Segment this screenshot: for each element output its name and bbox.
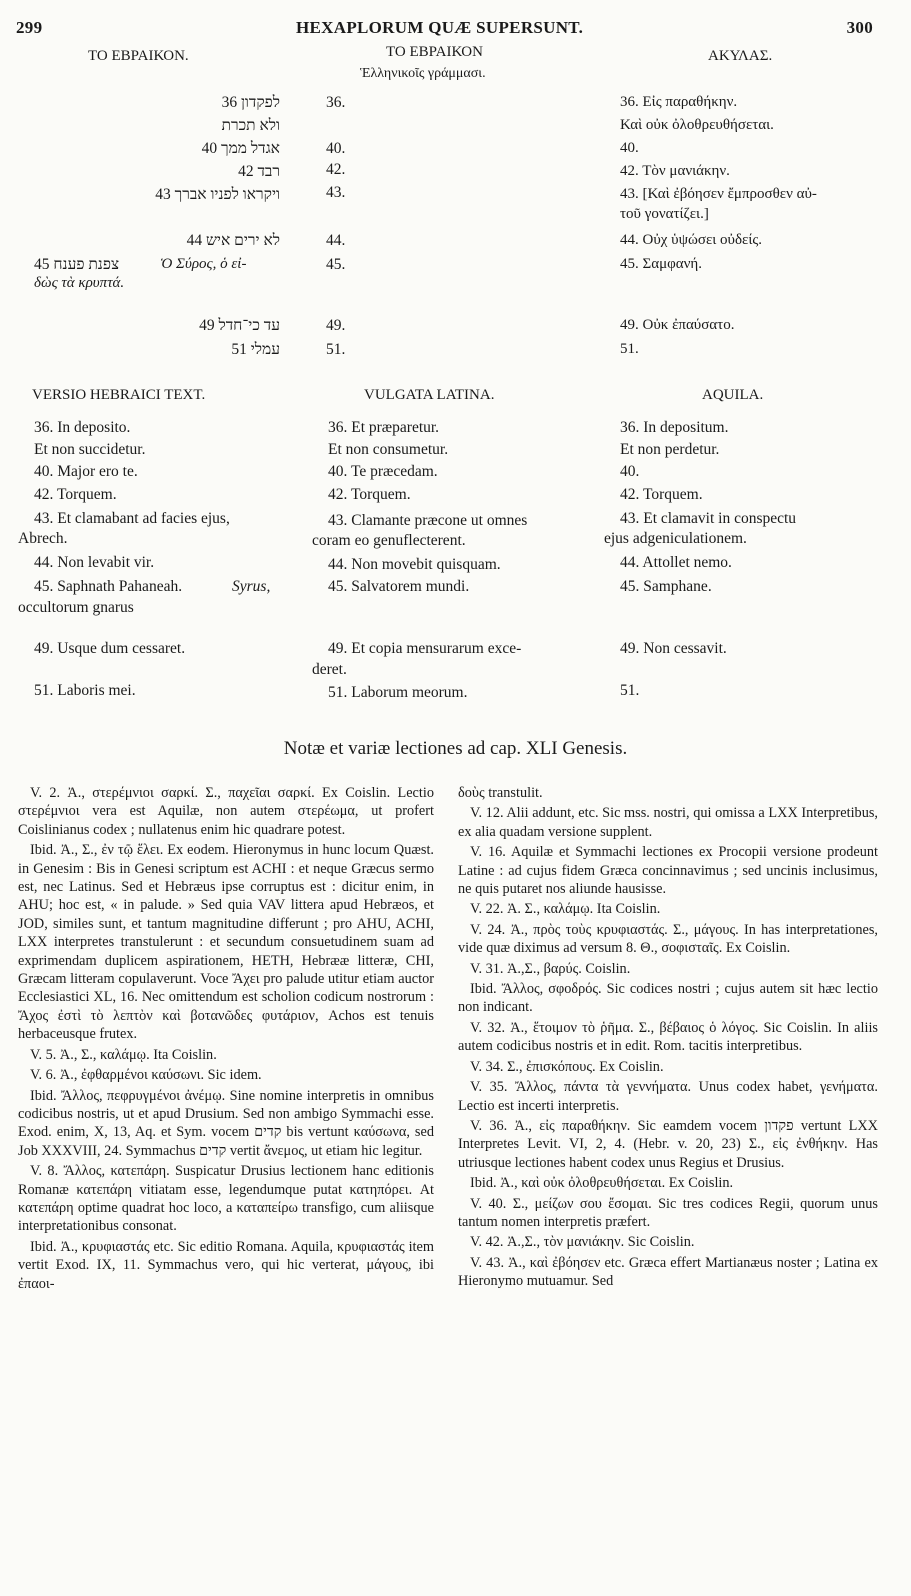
versio-line: occultorum gnarus bbox=[18, 599, 134, 616]
hebrew-column-heading: ΤΟ ΕΒΡΑΙΚΟΝ. bbox=[88, 48, 189, 64]
versio-line: Et non succidetur. bbox=[34, 441, 146, 458]
verse-number: 42. bbox=[326, 161, 346, 178]
vulgata-line: 43. Clamante præcone ut omnes bbox=[328, 512, 528, 529]
hebrew-line: ויקראו לפניו אברך 43 bbox=[155, 186, 280, 203]
aquila-latin-heading: AQUILA. bbox=[702, 387, 764, 403]
note-paragraph: V. 12. Alii addunt, etc. Sic mss. nostri, qui omissa a LXX Interpretibus, ex alia quadam versione supplent. bbox=[458, 805, 878, 840]
aquila-latin-line: ejus adgeniculationem. bbox=[604, 530, 747, 547]
aquila-greek-line: τοῦ γονατίζει.] bbox=[620, 206, 709, 222]
hebrew-line: לפקדון 36 bbox=[221, 94, 280, 111]
syrus-note: Ὁ Σύρος, ὁ εἰ- bbox=[160, 256, 247, 272]
page-number-left: 299 bbox=[16, 18, 43, 37]
hebrew-line-45: צפנת פענח 45 bbox=[34, 256, 120, 273]
aquila-latin-line: 51. bbox=[620, 682, 640, 699]
hebrew-line: אגדל ממך 40 bbox=[201, 140, 280, 157]
note-paragraph: V. 34. Σ., ἐπισκόπους. Ex Coislin. bbox=[470, 1058, 664, 1075]
note-paragraph: V. 6. Ἀ., ἐφθαρμένοι καύσωνι. Sic idem. bbox=[30, 1067, 262, 1084]
aquila-latin-line: 40. bbox=[620, 463, 640, 480]
aquila-latin-line: 45. Samphane. bbox=[620, 578, 712, 595]
vulgata-line: coram eo genuflecterent. bbox=[312, 532, 466, 549]
versio-line: 51. Laboris mei. bbox=[34, 682, 136, 699]
syrus-note-continued: δὼς τὰ κρυπτά. bbox=[34, 275, 125, 291]
vulgata-line: 42. Torquem. bbox=[328, 486, 411, 503]
note-paragraph: Ibid. Ἄλλος, σφοδρός. Sic codices nostri ; cujus autem sit hæc lectio non indicant. bbox=[458, 981, 878, 1016]
vulgata-line: 40. Te præcedam. bbox=[328, 463, 438, 480]
versio-hebraici-heading: VERSIO HEBRAICI TEXT. bbox=[32, 387, 206, 403]
note-paragraph: Ibid. Ἄλλος, πεφρυγμένοι ἀνέμῳ. Sine nomine interpretis in omnibus codicibus nostris, ut et apud Drusium. Sed non ambigo Symmachi esse. Exod. enim, X, 13, Aq. et Sym. vocem קדים bis vertunt καύσωνα, sed Job XXXVIII, 24. Symmachus קדים vertit ἄνεμος, ut etiam hic legitur. bbox=[18, 1087, 434, 1159]
aquila-greek-line: 36. Εἰς παραθήκην. bbox=[620, 94, 738, 110]
verse-number: 40. bbox=[326, 140, 346, 157]
note-paragraph: Ibid. Ἀ., Σ., ἐν τῷ ἕλει. Ex eodem. Hieronymus in hunc locum Quæst. in Genesim : Bis in Genesi scriptum est ACHI : et neque Græcus sermo est, nec Latinus. Sed et Hebræus ipse corruptus est : dicitur enim, in AHU; hoc est, « in palude. » Sed quia VAV littera apud Hebræos, et JOD, similes sunt, et tantum magnitudine differunt ; pro AHU, ACHI, LXX interpretes transtulerunt : et secundum consuetudinem suam ad exprimendam duplicem aspirationem, HETH, Hebrææ litteræ, CHI, Græcam litteram copulaverunt. Voce Ἄχει pro palude utitur etiam auctor Ecclesiastici XL, 16. Nec omittendum est scholion codicum nostrorum : Ἄχος ἐστὶ τὸ λεπτὸν καὶ βοτανῶδες φυτάριον, Achos est tenuis herbaceusque frutex. bbox=[18, 842, 434, 1043]
hebrew-line: לא ירים איש 44 bbox=[186, 232, 280, 249]
aquila-latin-line: 44. Attollet nemo. bbox=[620, 554, 732, 571]
hebrew-greek-letters-heading: ΤΟ ΕΒΡΑΙΚΟΝ bbox=[386, 44, 483, 60]
verse-number: 36. bbox=[326, 94, 346, 111]
note-paragraph: V. 5. Ἀ., Σ., καλάμῳ. Ita Coislin. bbox=[30, 1046, 217, 1063]
aquila-greek-line: 40. bbox=[620, 140, 639, 156]
note-paragraph: V. 8. Ἄλλος, κατεπάρη. Suspicatur Drusius lectionem hanc editionis Romanæ κατεπάρη vitiatam esse, legendumque putat κατηπόρει. At κατεπάρη optime quadrat hoc loco, a καταπείρω transfigo, cum aliisque interpretationibus consonat. bbox=[18, 1163, 434, 1235]
hebrew-column bbox=[140, 0, 280, 370]
versio-line: 49. Usque dum cessaret. bbox=[34, 640, 186, 657]
vulgata-line: 49. Et copia mensurarum exce- bbox=[328, 640, 522, 657]
aquila-latin-line: 49. Non cessavit. bbox=[620, 640, 727, 657]
verse-number: 51. bbox=[326, 341, 346, 358]
versio-line: 42. Torquem. bbox=[34, 486, 117, 503]
note-paragraph: V. 40. Σ., μείζων σου ἔσομαι. Sic tres codices Regii, quorum unus tantum nomen interpretis præfert. bbox=[458, 1195, 878, 1230]
aquila-greek-line: 49. Οὐκ ἐπαύσατο. bbox=[620, 317, 735, 333]
aquila-greek-line: 42. Τὸν μανιάκην. bbox=[620, 163, 730, 179]
note-paragraph: Ibid. Ἀ., κρυφιαστάς etc. Sic editio Romana. Aquila, κρυφιαστάς item vertit Exod. IX, 11. Symmachus vero, qui hic verterat, μάγους, ibi ἐπαοι- bbox=[18, 1238, 434, 1292]
notes-right-column bbox=[458, 784, 878, 1293]
note-paragraph: V. 2. Ἀ., στερέμνιοι σαρκί. Σ., παχεῖαι σαρκί. Ex Coislin. Lectio στερέμνιοι vera est Aquilæ, non autem στερέωμα, ut profert Coislinianus codex ; nullatenus enim hic quadrare potest. bbox=[18, 785, 434, 838]
note-paragraph: V. 42. Ἀ.,Σ., τὸν μανιάκην. Sic Coislin. bbox=[470, 1234, 695, 1251]
vulgata-line: 44. Non movebit quisquam. bbox=[328, 556, 501, 573]
note-paragraph: V. 43. Ἀ., καὶ ἐβόησεν etc. Græca effert Martianæus noster ; Latina ex Hieronymo mutuamur. Sed bbox=[458, 1254, 878, 1290]
aquila-greek-line: 51. bbox=[620, 341, 639, 357]
vulgata-line: 51. Laborum meorum. bbox=[328, 684, 468, 701]
note-paragraph: V. 31. Ἀ.,Σ., βαρύς. Coislin. bbox=[470, 960, 631, 977]
note-paragraph: Ibid. Ἀ., καὶ οὐκ ὀλοθρευθήσεται. Ex Coislin. bbox=[470, 1175, 734, 1192]
aquila-greek-line: 44. Οὐχ ὑψώσει οὐδείς. bbox=[620, 232, 763, 248]
aquila-latin-line: Et non perdetur. bbox=[620, 441, 720, 458]
versio-line: 40. Major ero te. bbox=[34, 463, 138, 480]
note-paragraph: V. 22. Ἀ. Σ., καλάμῳ. Ita Coislin. bbox=[470, 901, 661, 918]
hebrew-line: עמלי 51 bbox=[231, 341, 280, 358]
versio-syrus: Syrus, bbox=[232, 578, 271, 595]
notes-left-column bbox=[18, 784, 434, 1295]
vulgata-line: deret. bbox=[312, 661, 347, 678]
hebrew-line: רבד 42 bbox=[238, 163, 280, 180]
hebrew-line: ולא תכרת bbox=[221, 117, 280, 134]
versio-line: 36. In deposito. bbox=[34, 419, 131, 436]
vulgata-line: Et non consumetur. bbox=[328, 441, 449, 458]
verse-number: 43. bbox=[326, 184, 346, 201]
versio-line: 43. Et clamabant ad facies ejus, bbox=[34, 510, 230, 527]
running-title: HEXAPLORUM QUÆ SUPERSUNT. bbox=[296, 18, 584, 37]
aquila-greek-line: 43. [Καὶ ἐβόησεν ἔμπροσθεν αὐ- bbox=[620, 186, 817, 202]
notes-title: Notæ et variæ lectiones ad cap. XLI Genesis. bbox=[283, 738, 628, 759]
versio-line: 44. Non levabit vir. bbox=[34, 554, 155, 571]
vulgata-latina-heading: VULGATA LATINA. bbox=[364, 387, 495, 403]
note-paragraph: V. 32. Ἀ., ἕτοιμον τὸ ῥῆμα. Σ., βέβαιος ὁ λόγος. Sic Coislin. In aliis autem codicibus nostris et in edit. Rom. tacitis interpretibus. bbox=[458, 1019, 878, 1055]
verse-number: 45. bbox=[326, 256, 346, 273]
aquila-latin-line: 36. In depositum. bbox=[620, 419, 729, 436]
verse-number: 49. bbox=[326, 317, 346, 334]
vulgata-line: 36. Et præparetur. bbox=[328, 419, 440, 436]
note-paragraph: δοὺς transtulit. bbox=[458, 785, 543, 801]
verse-number: 44. bbox=[326, 232, 346, 249]
aquila-greek-line: Καὶ οὐκ ὀλοθρευθήσεται. bbox=[620, 117, 774, 133]
aquila-greek-heading: ΑΚΥΛΑΣ. bbox=[708, 48, 773, 64]
hebrew-line: עד כי־חדל 49 bbox=[199, 317, 280, 334]
note-paragraph: V. 16. Aquilæ et Symmachi lectiones ex Procopii versione prodeunt Latine : ad cujus fidem Græca concinnavimus ; sed uncinis inclusimus, ne quis putaret nos aliunde hausisse. bbox=[458, 844, 878, 898]
versio-line: 45. Saphnath Pahaneah. bbox=[34, 578, 183, 595]
page-number-right: 300 bbox=[846, 18, 873, 37]
note-paragraph: V. 24. Ἀ., πρὸς τοὺς κρυφιαστάς. Σ., μάγους. In has interpretationes, vide quæ diximus ad versum 8. Θ., σοφισταῖς. Ex Coislin. bbox=[458, 921, 878, 957]
versio-line: Abrech. bbox=[18, 530, 68, 547]
note-paragraph: V. 35. Ἄλλος, πάντα τὰ γεννήματα. Unus codex habet, γενήματα. Lectio est incerti interpretis. bbox=[458, 1079, 878, 1114]
vulgata-line: 45. Salvatorem mundi. bbox=[328, 578, 470, 595]
hebrew-greek-letters-subheading: Ἑλληνικοῖς γράμμασι. bbox=[360, 66, 486, 81]
note-paragraph: V. 36. Ἀ., εἰς παραθήκην. Sic eamdem vocem פקדון vertunt LXX Interpretes Levit. VI, 2, 4. (Hebr. v. 20, 23) Σ., εἰς ἐνθήκην. Has utriusque lectiones habent codex unus Regius et Drusius. bbox=[458, 1117, 878, 1171]
aquila-latin-line: 43. Et clamavit in conspectu bbox=[620, 510, 797, 527]
aquila-latin-line: 42. Torquem. bbox=[620, 486, 703, 503]
aquila-greek-line: 45. Σαμφανή. bbox=[620, 256, 703, 272]
